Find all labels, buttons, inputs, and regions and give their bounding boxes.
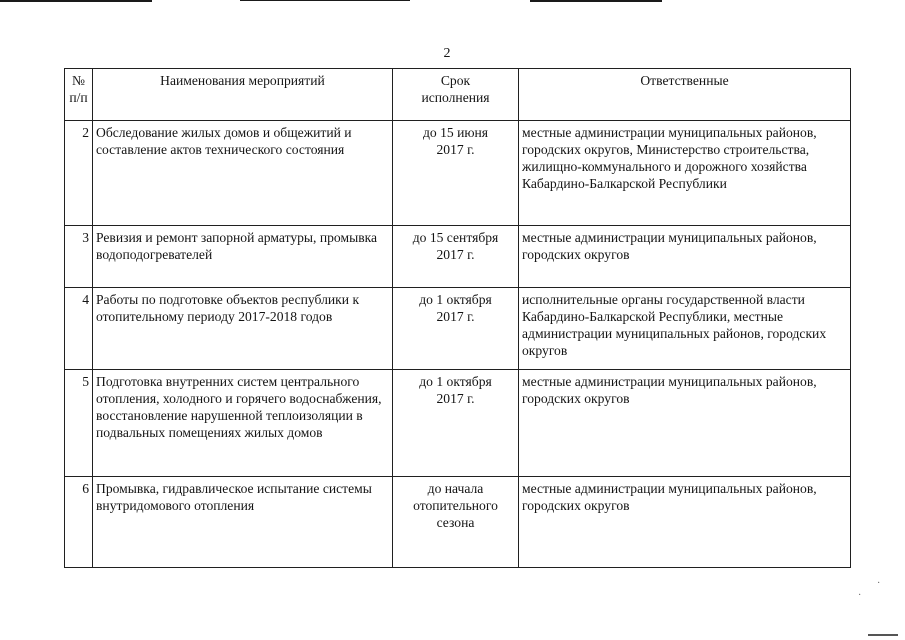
header-responsible: Ответственные	[519, 69, 851, 121]
header-deadline: Срок исполнения	[393, 69, 519, 121]
measure-name: Обследование жилых домов и общежитий и составление актов технического состояния	[93, 121, 393, 226]
scan-artifact-line	[868, 634, 898, 636]
table-row	[65, 288, 851, 370]
responsible: местные администрации муниципальных районов, городских округов	[519, 226, 851, 288]
responsible: местные администрации муниципальных районов, городских округов, Министерство строительства, жилищно-коммунального и дорожного хозяйства Кабардино-Балкарской Республики	[519, 121, 851, 226]
deadline: до 1 октября 2017 г.	[393, 370, 519, 477]
header-measure-name: Наименования мероприятий	[93, 69, 393, 121]
row-number: 2	[65, 121, 93, 226]
table-row	[65, 477, 851, 568]
deadline: до 15 сентября 2017 г.	[393, 226, 519, 288]
table-row	[65, 226, 851, 288]
row-number: 3	[65, 226, 93, 288]
measure-name: Подготовка внутренних систем центрального отопления, холодного и горячего водоснабжения, восстановление нарушенной теплоизоляции в подвальных помещениях жилых домов	[93, 370, 393, 477]
table-row	[65, 370, 851, 477]
table-row	[65, 121, 851, 226]
deadline: до 1 октября 2017 г.	[393, 288, 519, 370]
scan-artifact-line	[240, 0, 410, 1]
scan-artifact-line	[530, 0, 662, 2]
scan-speck: ·	[858, 590, 862, 601]
responsible: местные администрации муниципальных районов, городских округов	[519, 477, 851, 568]
scan-speck: ·	[877, 578, 881, 589]
scan-artifact-line	[0, 0, 152, 2]
deadline: до 15 июня 2017 г.	[393, 121, 519, 226]
responsible: исполнительные органы государственной власти Кабардино-Балкарской Республики, местные администрации муниципальных районов, городских округов	[519, 288, 851, 370]
table-header-row	[65, 69, 851, 121]
measure-name: Работы по подготовке объектов республики к отопительному периоду 2017-2018 годов	[93, 288, 393, 370]
page-number: 2	[443, 46, 451, 61]
row-number: 4	[65, 288, 93, 370]
measures-table	[64, 68, 851, 568]
row-number: 6	[65, 477, 93, 568]
deadline: до начала отопительного сезона	[393, 477, 519, 568]
measure-name: Промывка, гидравлическое испытание системы внутридомового отопления	[93, 477, 393, 568]
responsible: местные администрации муниципальных районов, городских округов	[519, 370, 851, 477]
header-number: № п/п	[65, 69, 93, 121]
measure-name: Ревизия и ремонт запорной арматуры, промывка водоподогревателей	[93, 226, 393, 288]
row-number: 5	[65, 370, 93, 477]
